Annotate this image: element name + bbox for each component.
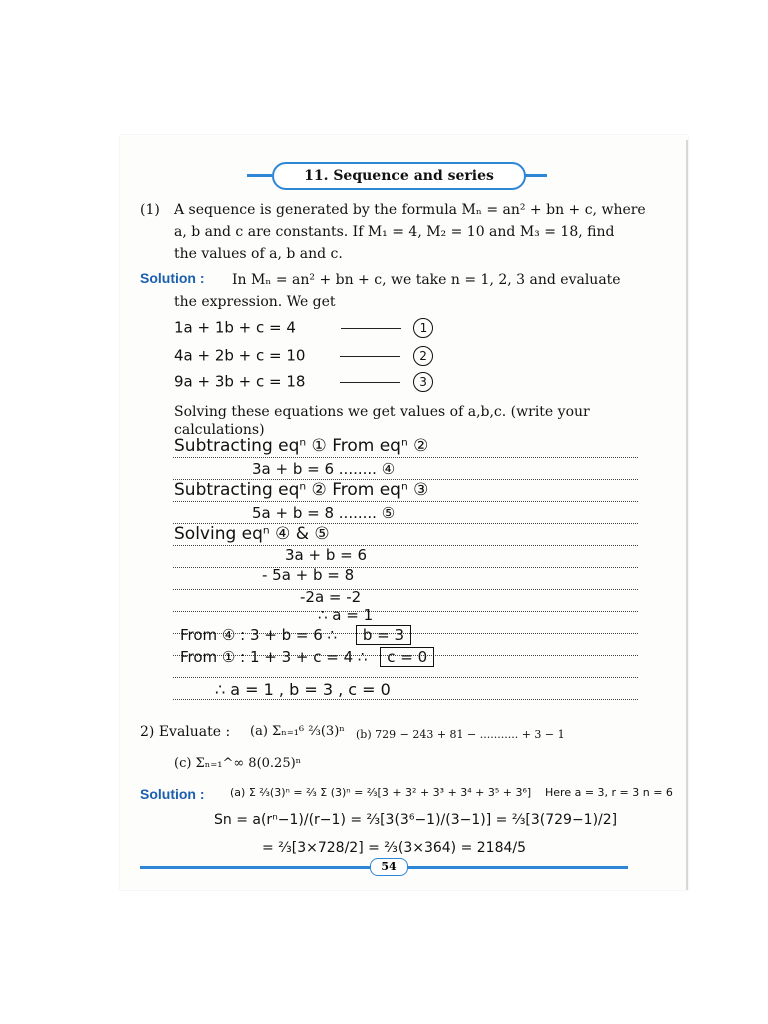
equation-3-rule — [340, 382, 400, 383]
solution-2a-sn-formula: Sn = a(rⁿ−1)/(r−1) = ⅔[3(3⁶−1)/(3−1)] = ⅔[3(729−1)/2] — [214, 812, 618, 828]
boxed-answer-b: b = 3 — [356, 625, 411, 645]
writing-line — [173, 566, 638, 568]
question-2c: (c) Σₙ₌₁^∞ 8(0.25)ⁿ — [174, 756, 302, 771]
equation-2 — [174, 346, 433, 366]
equation-2-text: 4a + 2b + c = 10 — [174, 346, 306, 365]
chapter-title: 11. Sequence and series — [272, 162, 526, 190]
handwritten-line-3: Subtracting eqⁿ ② From eqⁿ ③ — [174, 480, 429, 500]
equation-3-text: 9a + 3b + c = 18 — [174, 372, 306, 391]
handwritten-line-10-text: From ④ : 3 + b = 6 ∴ — [180, 626, 338, 644]
question-2a: (a) Σₙ₌₁⁶ ⅔(3)ⁿ — [250, 724, 345, 739]
handwritten-line-1: Subtracting eqⁿ ① From eqⁿ ② — [174, 436, 429, 456]
solution-label: Solution : — [140, 270, 205, 286]
writing-line — [173, 676, 638, 678]
writing-line — [173, 544, 638, 546]
solution-2a-result: = ⅔[3×728/2] = ⅔(3×364) = 2184/5 — [262, 840, 527, 856]
equation-2-number: 2 — [413, 346, 433, 366]
question-2b: (b) 729 − 243 + 81 − ........... + 3 − 1 — [356, 728, 565, 741]
question-2-label: 2) Evaluate : — [140, 724, 231, 740]
equation-1-text: 1a + 1b + c = 4 — [174, 318, 296, 337]
solution-line-2: the expression. We get — [174, 294, 336, 310]
handwritten-line-6: 3a + b = 6 — [285, 546, 368, 564]
chapter-banner — [247, 160, 547, 190]
writing-line — [173, 610, 638, 612]
writing-line — [173, 456, 638, 458]
solution-2-label: Solution : — [140, 786, 205, 802]
question-line-3: the values of a, b and c. — [174, 246, 343, 262]
page-number: 54 — [370, 858, 408, 876]
handwritten-line-2: 3a + b = 6 ........ ④ — [252, 460, 396, 478]
handwritten-line-11 — [180, 648, 434, 666]
handwritten-line-9: ∴ a = 1 — [318, 606, 374, 624]
handwritten-line-5: Solving eqⁿ ④ & ⑤ — [174, 524, 330, 544]
handwritten-final-answer: ∴ a = 1 , b = 3 , c = 0 — [215, 680, 391, 699]
handwritten-line-10 — [180, 626, 411, 644]
question-number: (1) — [140, 202, 160, 218]
equation-3 — [174, 372, 433, 392]
solving-instruction-2: calculations) — [174, 422, 265, 438]
handwritten-line-4: 5a + b = 8 ........ ⑤ — [252, 504, 396, 522]
solving-instruction-1: Solving these equations we get values of a,b,c. (write your — [174, 404, 590, 420]
banner-left-line — [247, 174, 272, 177]
equation-1-number: 1 — [413, 318, 433, 338]
page-edge-shadow — [686, 140, 688, 890]
equation-3-number: 3 — [413, 372, 433, 392]
question-line-1: A sequence is generated by the formula Mₙ = an² + bn + c, where — [174, 202, 646, 218]
solution-2a-here: Here a = 3, r = 3 n = 6 — [545, 786, 673, 799]
writing-line — [173, 588, 638, 590]
equation-1 — [174, 318, 433, 338]
solution-line-1: In Mₙ = an² + bn + c, we take n = 1, 2, 3 and evaluate — [232, 272, 621, 288]
handwritten-line-11-text: From ① : 1 + 3 + c = 4 ∴ — [180, 648, 368, 666]
equation-1-rule — [341, 328, 401, 329]
writing-line — [173, 500, 638, 502]
handwritten-line-8: -2a = -2 — [300, 588, 362, 606]
question-line-2: a, b and c are constants. If M₁ = 4, M₂ = 10 and M₃ = 18, find — [174, 224, 615, 240]
boxed-answer-c: c = 0 — [380, 647, 434, 667]
handwritten-line-7: - 5a + b = 8 — [262, 566, 355, 584]
equation-2-rule — [340, 356, 400, 357]
solution-2a-expansion: (a) Σ ⅔(3)ⁿ = ⅔ Σ (3)ⁿ = ⅔[3 + 3² + 3³ + 3⁴ + 3⁵ + 3⁶] — [230, 786, 532, 799]
